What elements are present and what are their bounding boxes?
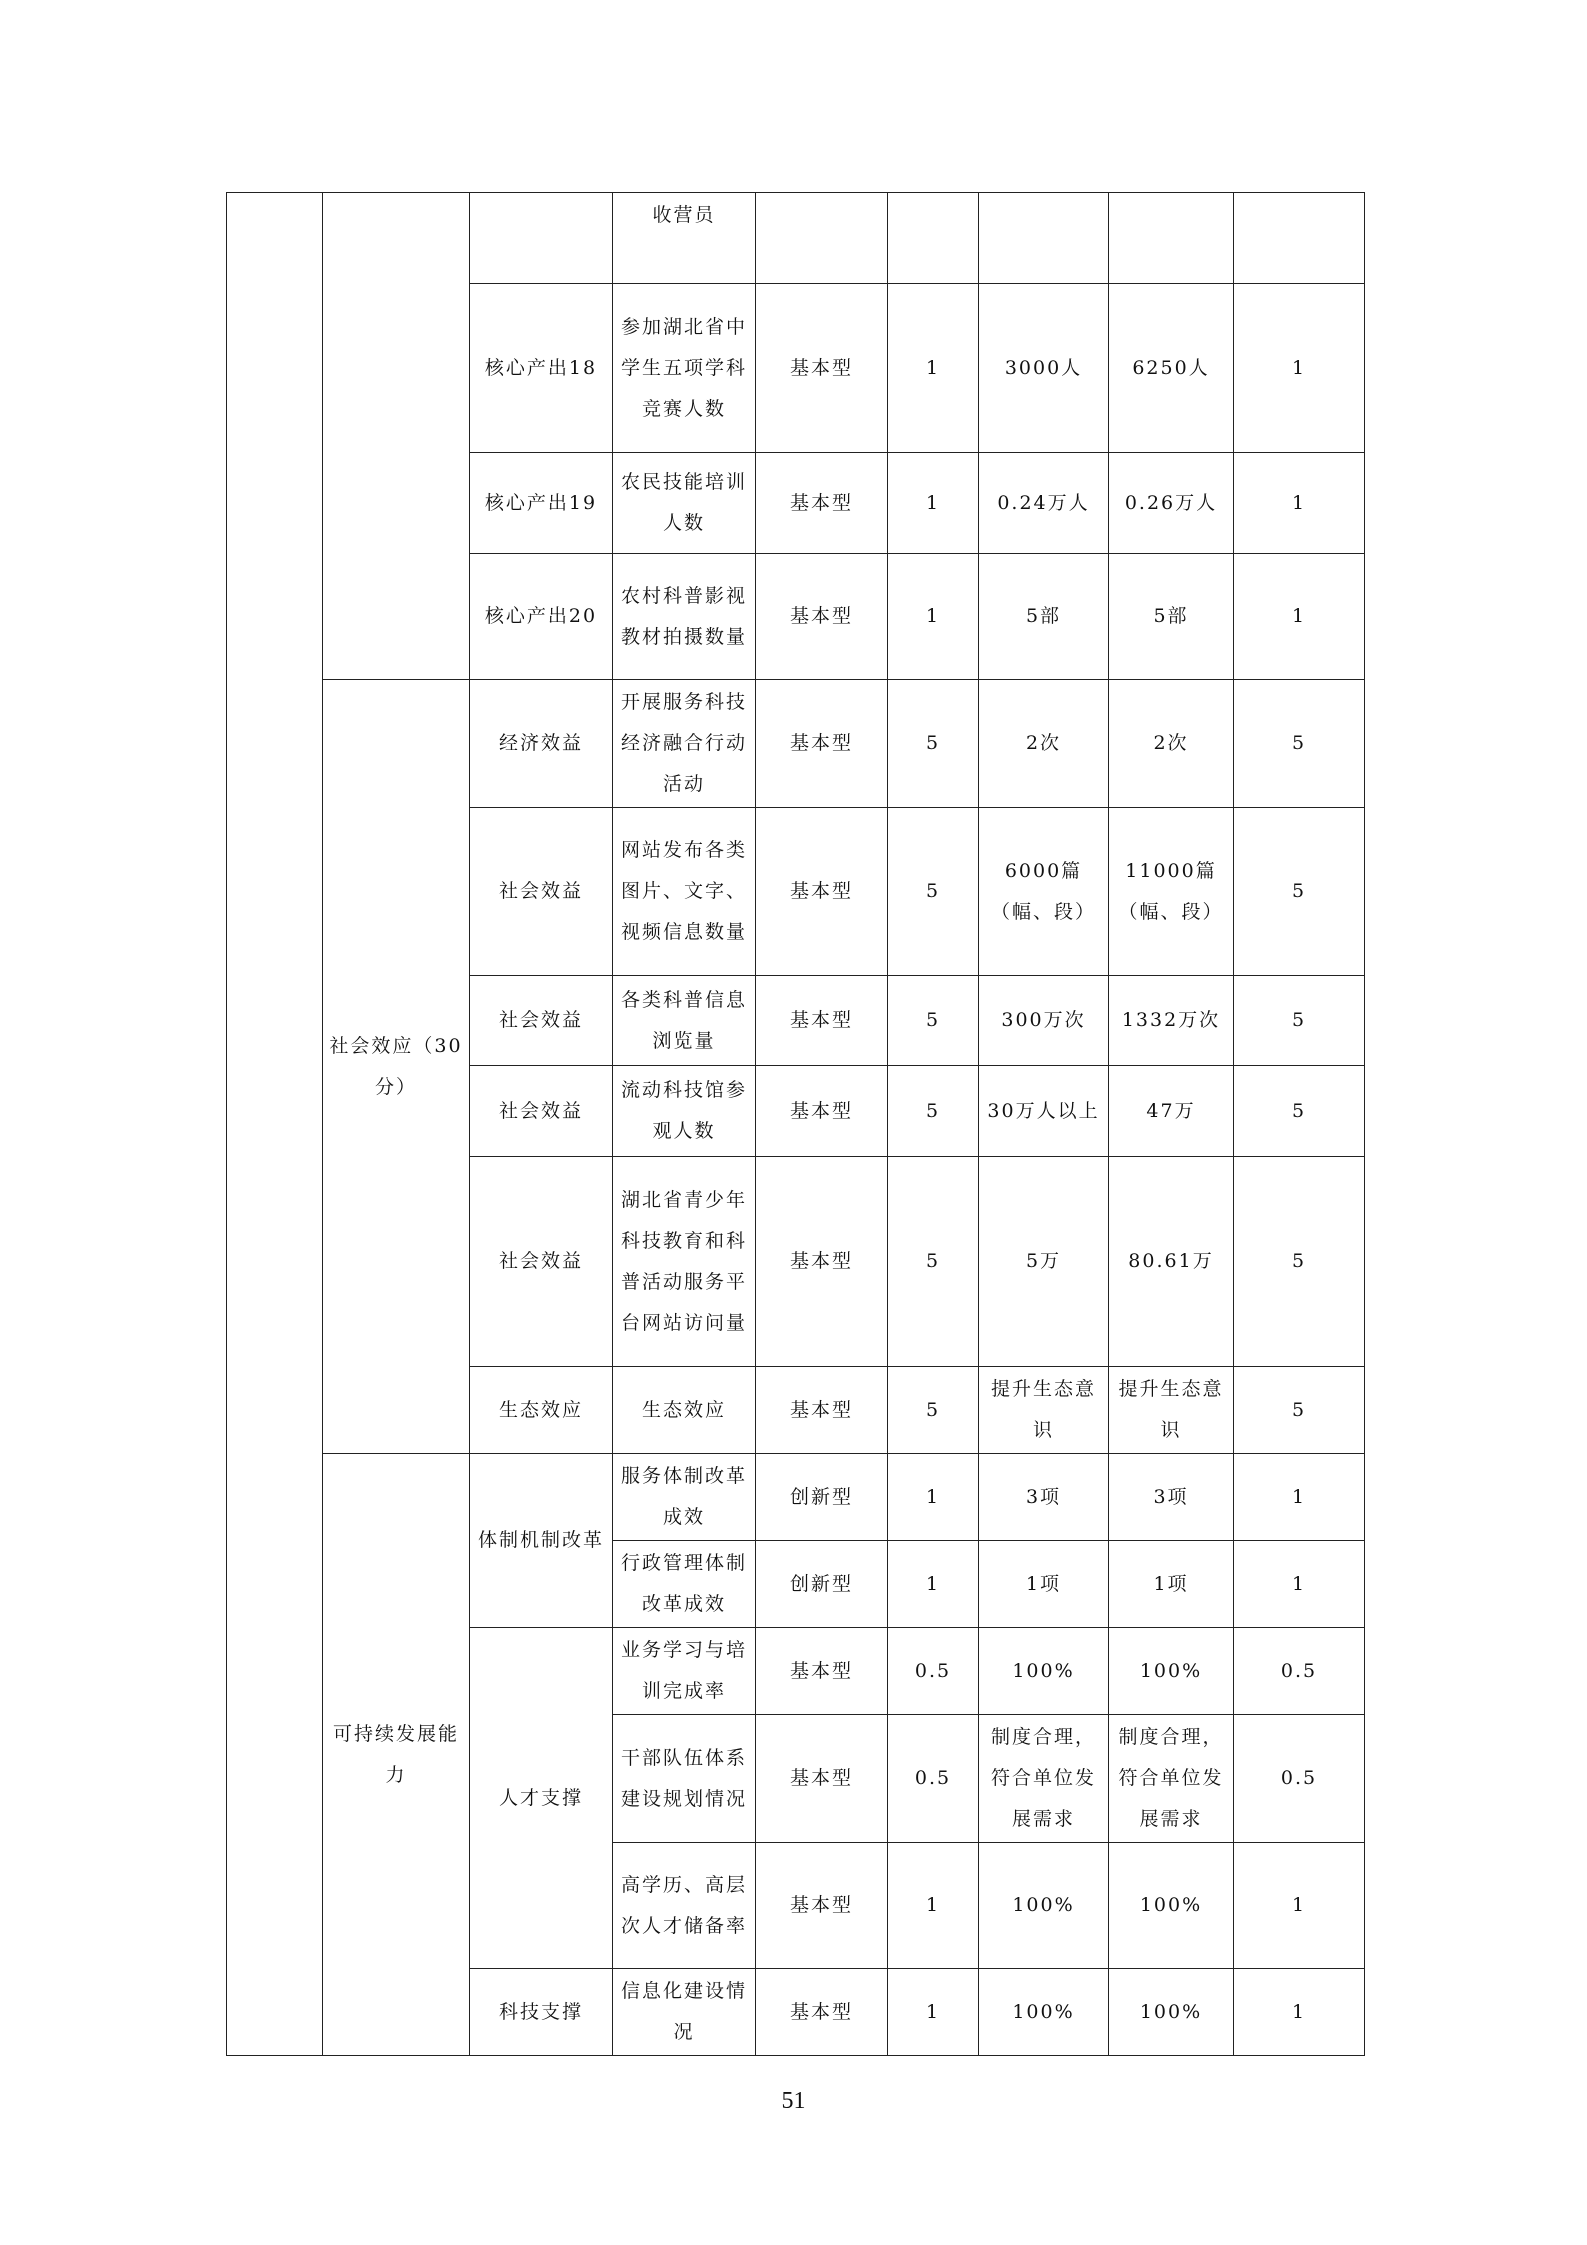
score-cell: 0.5 [1234, 1715, 1365, 1843]
score-cell: 0.5 [1234, 1628, 1365, 1715]
table-row [227, 680, 1365, 808]
score-cell: 5 [1234, 976, 1365, 1066]
actual-value-cell: 100% [1109, 1843, 1234, 1969]
target-value-cell [979, 193, 1109, 284]
indicator-type-cell: 创新型 [756, 1454, 888, 1541]
score-cell: 1 [1234, 554, 1365, 680]
level3-indicator-cell: 生态效应 [470, 1367, 613, 1454]
level3-indicator-cell: 经济效益 [470, 680, 613, 808]
indicator-type-cell: 基本型 [756, 1715, 888, 1843]
indicator-name-cell: 信息化建设情况 [613, 1969, 756, 2056]
subgroup-label-institutional-reform: 体制机制改革 [470, 1454, 613, 1628]
indicator-name-cell: 高学历、高层次人才储备率 [613, 1843, 756, 1969]
level3-indicator-cell: 科技支撑 [470, 1969, 613, 2056]
indicator-name-cell: 开展服务科技经济融合行动活动 [613, 680, 756, 808]
target-value-cell: 100% [979, 1843, 1109, 1969]
weight-cell: 1 [888, 284, 979, 453]
level1-category-cell [227, 193, 323, 2056]
weight-cell: 5 [888, 1157, 979, 1367]
indicator-type-cell: 基本型 [756, 976, 888, 1066]
actual-value-cell: 2次 [1109, 680, 1234, 808]
target-value-cell: 300万次 [979, 976, 1109, 1066]
level3-indicator-cell: 核心产出19 [470, 453, 613, 554]
table-row [227, 1454, 1365, 1541]
indicator-type-cell: 基本型 [756, 1843, 888, 1969]
target-value-cell: 5万 [979, 1157, 1109, 1367]
indicator-name-cell: 收营员 [613, 193, 756, 284]
target-value-cell: 30万人以上 [979, 1066, 1109, 1157]
score-cell: 1 [1234, 1454, 1365, 1541]
indicator-name-cell: 参加湖北省中学生五项学科竞赛人数 [613, 284, 756, 453]
indicator-type-cell: 基本型 [756, 1066, 888, 1157]
page-number: 51 [781, 2088, 806, 2114]
indicator-type-cell: 基本型 [756, 1969, 888, 2056]
actual-value-cell: 3项 [1109, 1454, 1234, 1541]
actual-value-cell: 1项 [1109, 1541, 1234, 1628]
target-value-cell: 3项 [979, 1454, 1109, 1541]
indicator-name-cell: 各类科普信息浏览量 [613, 976, 756, 1066]
level3-indicator-cell: 核心产出20 [470, 554, 613, 680]
indicator-name-cell: 流动科技馆参观人数 [613, 1066, 756, 1157]
actual-value-cell: 0.26万人 [1109, 453, 1234, 554]
level3-indicator-cell: 核心产出18 [470, 284, 613, 453]
actual-value-cell [1109, 193, 1234, 284]
actual-value-cell: 5部 [1109, 554, 1234, 680]
indicator-type-cell [756, 193, 888, 284]
weight-cell [888, 193, 979, 284]
score-cell: 5 [1234, 808, 1365, 976]
weight-cell: 1 [888, 1454, 979, 1541]
actual-value-cell: 100% [1109, 1969, 1234, 2056]
weight-cell: 5 [888, 680, 979, 808]
weight-cell: 1 [888, 554, 979, 680]
target-value-cell: 制度合理，符合单位发展需求 [979, 1715, 1109, 1843]
target-value-cell: 3000人 [979, 284, 1109, 453]
indicator-type-cell: 基本型 [756, 284, 888, 453]
indicator-name-cell: 网站发布各类图片、文字、视频信息数量 [613, 808, 756, 976]
score-cell: 1 [1234, 453, 1365, 554]
actual-value-cell: 提升生态意识 [1109, 1367, 1234, 1454]
target-value-cell: 0.24万人 [979, 453, 1109, 554]
level3-indicator-cell: 社会效益 [470, 976, 613, 1066]
target-value-cell: 6000篇（幅、段） [979, 808, 1109, 976]
actual-value-cell: 47万 [1109, 1066, 1234, 1157]
indicator-name-cell: 湖北省青少年科技教育和科普活动服务平台网站访问量 [613, 1157, 756, 1367]
target-value-cell: 1项 [979, 1541, 1109, 1628]
target-value-cell: 5部 [979, 554, 1109, 680]
weight-cell: 1 [888, 453, 979, 554]
actual-value-cell: 100% [1109, 1628, 1234, 1715]
score-cell: 1 [1234, 1969, 1365, 2056]
target-value-cell: 提升生态意识 [979, 1367, 1109, 1454]
level3-indicator-cell: 社会效益 [470, 1066, 613, 1157]
indicator-type-cell: 基本型 [756, 680, 888, 808]
table-row [227, 193, 1365, 284]
indicator-name-cell: 生态效应 [613, 1367, 756, 1454]
weight-cell: 1 [888, 1541, 979, 1628]
level3-indicator-cell: 社会效益 [470, 808, 613, 976]
weight-cell: 5 [888, 808, 979, 976]
indicator-name-cell: 业务学习与培训完成率 [613, 1628, 756, 1715]
subgroup-label-talent-support: 人才支撑 [470, 1628, 613, 1969]
indicator-name-cell: 干部队伍体系建设规划情况 [613, 1715, 756, 1843]
indicator-type-cell: 基本型 [756, 554, 888, 680]
score-cell: 5 [1234, 1157, 1365, 1367]
score-cell: 5 [1234, 680, 1365, 808]
level2-category-cell [323, 193, 470, 680]
score-cell: 5 [1234, 1066, 1365, 1157]
indicator-name-cell: 农民技能培训人数 [613, 453, 756, 554]
weight-cell: 0.5 [888, 1628, 979, 1715]
target-value-cell: 100% [979, 1969, 1109, 2056]
indicator-name-cell: 行政管理体制改革成效 [613, 1541, 756, 1628]
indicator-type-cell: 基本型 [756, 808, 888, 976]
actual-value-cell: 1332万次 [1109, 976, 1234, 1066]
target-value-cell: 2次 [979, 680, 1109, 808]
target-value-cell: 100% [979, 1628, 1109, 1715]
level3-indicator-cell [470, 193, 613, 284]
level3-indicator-cell: 社会效益 [470, 1157, 613, 1367]
weight-cell: 5 [888, 1066, 979, 1157]
weight-cell: 0.5 [888, 1715, 979, 1843]
score-cell: 1 [1234, 1541, 1365, 1628]
performance-indicator-table [226, 192, 1365, 2056]
weight-cell: 5 [888, 976, 979, 1066]
actual-value-cell: 制度合理，符合单位发展需求 [1109, 1715, 1234, 1843]
indicator-type-cell: 基本型 [756, 453, 888, 554]
score-cell: 1 [1234, 284, 1365, 453]
group-label-sustainable-development: 可持续发展能力 [323, 1454, 470, 2056]
indicator-type-cell: 创新型 [756, 1541, 888, 1628]
indicator-type-cell: 基本型 [756, 1157, 888, 1367]
score-cell: 5 [1234, 1367, 1365, 1454]
weight-cell: 1 [888, 1969, 979, 2056]
indicator-type-cell: 基本型 [756, 1367, 888, 1454]
score-cell [1234, 193, 1365, 284]
indicator-name-cell: 服务体制改革成效 [613, 1454, 756, 1541]
weight-cell: 5 [888, 1367, 979, 1454]
actual-value-cell: 80.61万 [1109, 1157, 1234, 1367]
indicator-type-cell: 基本型 [756, 1628, 888, 1715]
actual-value-cell: 11000篇（幅、段） [1109, 808, 1234, 976]
indicator-name-cell: 农村科普影视教材拍摄数量 [613, 554, 756, 680]
weight-cell: 1 [888, 1843, 979, 1969]
score-cell: 1 [1234, 1843, 1365, 1969]
actual-value-cell: 6250人 [1109, 284, 1234, 453]
group-label-social-effect: 社会效应（30分） [323, 680, 470, 1454]
